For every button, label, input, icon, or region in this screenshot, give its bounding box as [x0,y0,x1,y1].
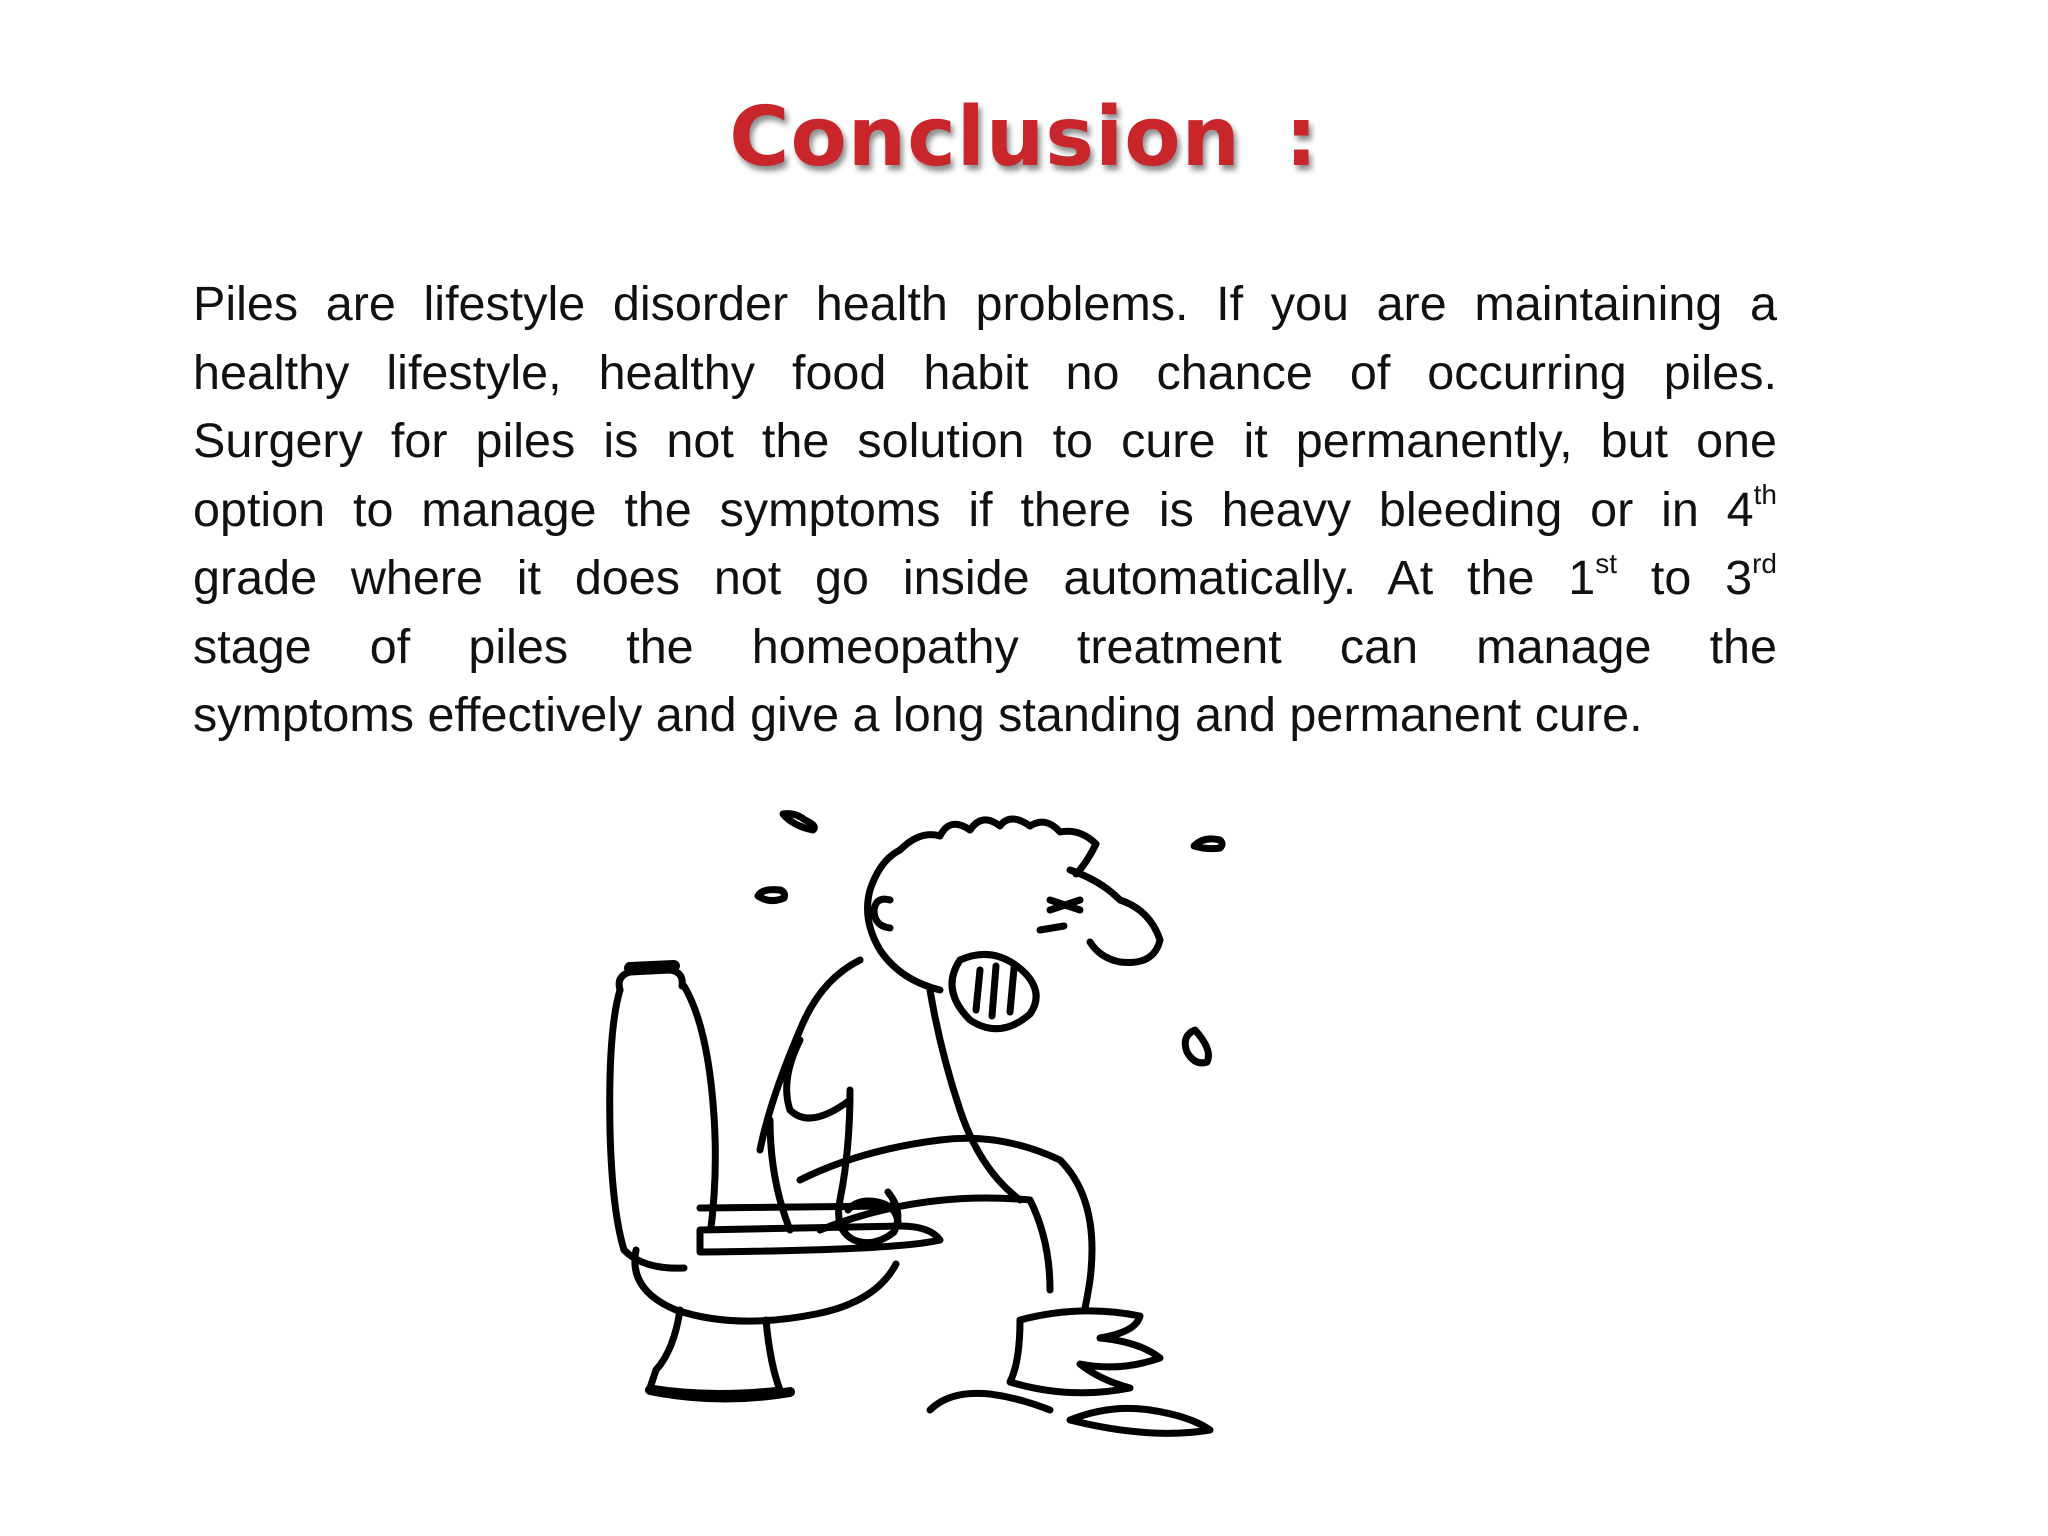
slide-title [0,88,2048,188]
man-on-toilet-illustration [600,790,1260,1450]
line-text: option to manage the symptoms if there is heavy bleeding or in 4 [193,482,1754,537]
man-on-toilet-straining-icon [600,790,1260,1450]
paragraph-line: Surgery for piles is not the solution to cure it permanently, but one [193,414,1777,468]
paragraph-line: Piles are lifestyle disorder health problems. If you are maintaining a [193,277,1777,331]
paragraph-line [193,476,1777,545]
conclusion-paragraph [193,270,1777,750]
paragraph-line: stage of piles the homeopathy treatment can manage the [193,619,1777,674]
paragraph-line: healthy lifestyle, healthy food habit no chance of occurring piles. [193,345,1777,400]
superscript: rd [1752,547,1778,579]
line-text: to 3 [1617,551,1753,605]
title-text: Conclusion [729,90,1241,185]
paragraph-line: symptoms effectively and give a long standing and permanent cure. [193,688,1643,742]
line-text: grade where it does not go inside automatically. At the 1 [193,551,1596,605]
title-colon: : [1284,90,1319,185]
superscript: st [1595,547,1618,579]
paragraph-line [193,544,1777,613]
superscript: th [1753,479,1777,511]
